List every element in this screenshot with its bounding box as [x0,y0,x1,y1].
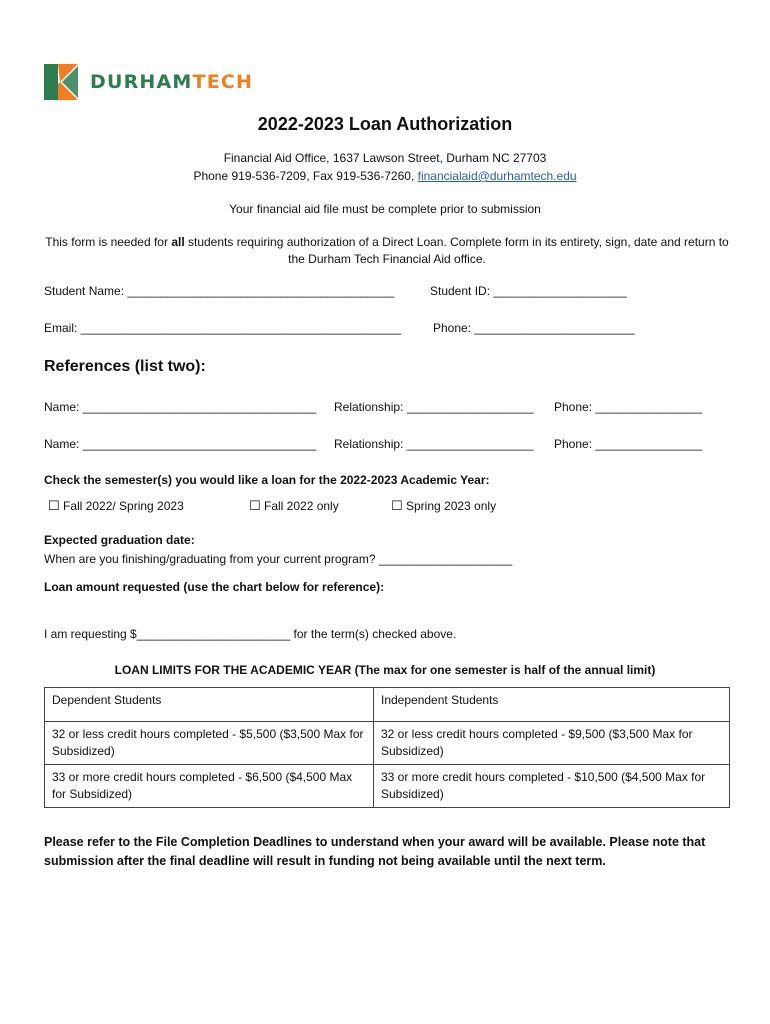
instructions-part1: This form is needed for [45,235,172,249]
instructions-paragraph [44,234,730,268]
option-fall-only[interactable] [249,499,339,514]
loan-limits-table [44,687,730,808]
table-header-row [45,688,730,722]
reference-2-phone-field[interactable]: Phone: ________________ [554,437,703,451]
reference-2-relationship-field[interactable]: Relationship: ___________________ [334,437,534,451]
loan-limits-title: LOAN LIMITS FOR THE ACADEMIC YEAR (The max for one semester is half of the annual limit) [114,663,656,677]
instructions-bold: all [171,235,185,249]
completion-notice: Your financial aid file must be complete prior to submission [229,202,541,216]
phone-field[interactable]: Phone: ________________________ [433,321,635,335]
table-row [45,765,730,808]
table-cell: 33 or more credit hours completed - $6,500 ($4,500 Max for Subsidized) [45,765,374,808]
table-row [45,722,730,765]
graduation-field[interactable]: When are you finishing/graduating from your current program? ____________________ [44,552,513,566]
header-dependent: Dependent Students [45,688,374,722]
email-field[interactable]: Email: ________________________________________________ [44,321,402,335]
option-fall-spring-label: Fall 2022/ Spring 2023 [63,499,184,513]
loan-amount-label: Loan amount requested (use the chart below for reference): [44,580,385,594]
reference-1-name-field[interactable]: Name: ___________________________________ [44,400,317,414]
phone-fax-text: Phone 919-536-7209, Fax 919-536-7260, [193,169,418,183]
page-title: 2022-2023 Loan Authorization [257,114,513,134]
student-id-field[interactable]: Student ID: ____________________ [430,284,627,298]
address-line-1: Financial Aid Office, 1637 Lawson Street, Durham NC 27703 [223,151,547,165]
option-spring-only-label: Spring 2023 only [406,499,497,513]
brand-name-tech: TECH [192,71,254,93]
graduation-label: Expected graduation date: [44,533,195,547]
reference-1-relationship-field[interactable]: Relationship: ___________________ [334,400,534,414]
checkbox-spring-only[interactable]: ☐ [391,499,403,514]
reference-2-name-field[interactable]: Name: ___________________________________ [44,437,317,451]
semester-question: Check the semester(s) you would like a loan for the 2022-2023 Academic Year: [44,473,490,487]
deadline-notice: Please refer to the File Completion Deadlines to understand when your award will be available. Please note that submission after the final deadline will result in funding not being available until the next term. [44,835,706,868]
brand-name-durham: DURHAM [90,71,193,93]
reference-1-phone-field[interactable]: Phone: ________________ [554,400,703,414]
option-fall-only-label: Fall 2022 only [264,499,339,513]
header-independent: Independent Students [374,688,730,722]
address-line-2 [0,169,770,183]
instructions-part2: students requiring authorization of a Direct Loan. Complete form in its entirety, sign, date and return to the Durham Tech Financial Aid office. [184,235,729,266]
table-cell: 33 or more credit hours completed - $10,500 ($4,500 Max for Subsidized) [374,765,730,808]
checkbox-fall-only[interactable]: ☐ [249,499,261,514]
table-cell: 32 or less credit hours completed - $5,500 ($3,500 Max for Subsidized) [45,722,374,765]
table-cell: 32 or less credit hours completed - $9,500 ($3,500 Max for Subsidized) [374,722,730,765]
references-heading: References (list two): [44,358,206,375]
checkbox-fall-spring[interactable]: ☐ [48,499,60,514]
option-spring-only[interactable] [391,499,496,514]
brand-name [90,71,253,93]
option-fall-spring[interactable] [48,499,184,514]
student-name-field[interactable]: Student Name: ________________________________________ [44,284,395,298]
loan-amount-field[interactable]: I am requesting $_______________________ for the term(s) checked above. [44,627,457,641]
email-link[interactable]: financialaid@durhamtech.edu [417,169,577,183]
durham-tech-logo-icon [44,64,80,100]
